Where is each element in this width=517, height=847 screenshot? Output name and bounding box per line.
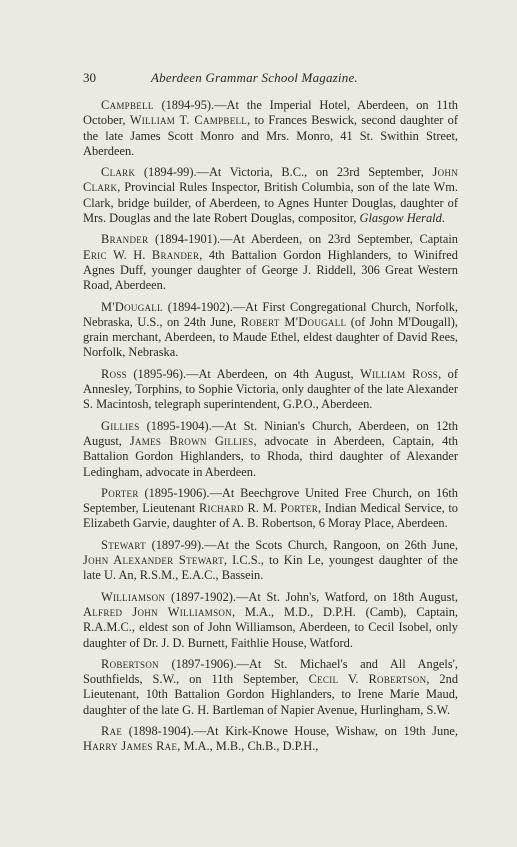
notice-text: W. H.	[106, 247, 152, 262]
name-smallcaps: Porter	[280, 501, 319, 516]
name-smallcaps: William Ross	[360, 366, 439, 381]
page-number: 30	[83, 70, 96, 85]
name-smallcaps: Robert M'Dougall	[240, 314, 347, 329]
notice-text: (1894-1901).—At Aberdeen, on 23rd September, Captain	[148, 232, 458, 247]
notice-text: (1898-1904).—At Kirk-Knowe House, Wishaw, on 19th June,	[122, 723, 458, 738]
name-smallcaps: James Brown Gillies	[129, 433, 254, 448]
marriage-notice-gillies	[83, 419, 458, 480]
name-smallcaps: John Clark	[83, 165, 458, 195]
notice-text: (1894-1902).—At First Congregational Church, Norfolk, Nebraska, U.S., on 24th June,	[83, 299, 458, 329]
name-smallcaps: Eric	[83, 247, 107, 262]
name-smallcaps: Stewart	[101, 537, 146, 552]
running-title: Aberdeen Grammar School Magazine.	[151, 70, 358, 85]
notice-text: , of Annesley, Torphins, to Sophie Victoria, only daughter of the late Alexander S. Macintosh, telegraph superintendent, G.P.O., Aberdeen.	[83, 366, 458, 412]
name-smallcaps: Robertson	[368, 672, 427, 687]
name-smallcaps: Richard	[198, 501, 244, 516]
marriage-notice-robertson	[83, 657, 458, 718]
marriage-notice-mdougall	[83, 300, 458, 361]
notice-text: (1894-99).—At Victoria, B.C., on 23rd September,	[135, 165, 433, 180]
notice-text: (1897-1902).—At St. John's, Watford, on 18th August,	[165, 589, 458, 604]
marriage-notice-ross	[83, 367, 458, 413]
name-smallcaps: Gillies	[101, 418, 140, 433]
name-smallcaps: Cecil	[308, 672, 339, 687]
notice-text: R. M.	[243, 501, 281, 516]
notice-text: , Provincial Rules Inspector, British Columbia, son of the late Wm. Clark, bridge builder, of Aberdeen, to Agnes Hunter Douglas, daughter of Mrs. Douglas and the late Robert Douglas, compositor,	[83, 180, 458, 226]
name-smallcaps: Porter	[101, 485, 139, 500]
marriage-notice-brander	[83, 232, 458, 293]
name-smallcaps: Rae	[101, 723, 123, 738]
italic-text: Glasgow Herald	[359, 211, 442, 226]
name-smallcaps: Williamson	[101, 589, 166, 604]
marriage-notice-porter	[83, 486, 458, 532]
notice-text: , to Frances Beswick, second daughter of the late James Scott Monro and Mrs. Monro, 41 St. Swithin Street, Aberdeen.	[83, 113, 459, 158]
name-smallcaps: M'Dougall	[101, 299, 163, 314]
notice-text: , Indian Medical Service, to Elizabeth Garvie, daughter of A. B. Robertson, 6 Moray Place, Aberdeen.	[83, 501, 458, 531]
name-smallcaps: Brander	[101, 232, 149, 247]
notice-text: , M.A., M.B., Ch.B., D.P.H.,	[177, 739, 319, 754]
notice-text: (1897-99).—At the Scots Church, Rangoon, on 26th June,	[145, 537, 458, 552]
name-smallcaps: Campbell	[101, 98, 154, 112]
name-smallcaps: Robertson	[101, 656, 159, 671]
name-smallcaps: Alfred John Williamson	[83, 604, 232, 619]
name-smallcaps: Brander	[151, 247, 200, 262]
name-smallcaps: William T. Campbell	[129, 113, 248, 128]
notice-text: (1894-95).—At the Imperial Hotel, Aberdeen, on 11th October,	[83, 98, 458, 128]
name-smallcaps: Clark	[101, 165, 136, 180]
name-smallcaps: Harry James Rae	[83, 739, 178, 754]
notice-text: , 2nd Lieutenant, 10th Battalion Gordon Highlanders, to Irene Marie Maud, daughter of the late G. H. Bartleman of Napier Avenue, Hurlingham, S.W.	[83, 672, 459, 717]
name-smallcaps: John Alexander Stewart	[83, 553, 224, 568]
marriage-notice-williamson	[83, 590, 458, 651]
notice-text: , advocate in Aberdeen, Captain, 4th Battalion Gordon Highlanders, to Rhoda, third daughter of Alexander Ledingham, advocate in Aberdeen.	[83, 433, 458, 479]
notice-text: (1895-1906).—At Beechgrove United Free Church, on 16th September, Lieutenant	[83, 485, 458, 516]
notice-text: (1895-1904).—At St. Ninian's Church, Aberdeen, on 12th August,	[83, 418, 458, 448]
notice-text: (1897-1906).—At St. Michael's and All Angels', Southfields, S.W., on 11th September,	[83, 656, 458, 687]
notice-text: V.	[338, 672, 369, 687]
marriage-notice-campbell	[83, 98, 458, 159]
name-smallcaps: Ross	[101, 366, 127, 381]
notice-text: .	[441, 211, 445, 226]
notice-text: , I.C.S., to Kin Le, youngest daughter of the late U. An, R.S.M., E.A.C., Bassein.	[83, 553, 458, 583]
notice-text: (of John M'Dougall), grain merchant, Aberdeen, to Maude Ethel, eldest daughter of David Rees, Norfolk, Nebraska.	[83, 314, 458, 360]
notice-text: (1895-96).—At Aberdeen, on 4th August,	[126, 366, 361, 381]
notice-text: , M.A., M.D., D.P.H. (Camb), Captain, R.A.M.C., eldest son of John Williamson, Aberdeen, to Cecil Isobel, only daughter of Dr. J. D. Burnett, Faithlie House, Watford.	[83, 604, 458, 650]
marriage-notice-clark	[83, 165, 458, 226]
notice-text: , 4th Battalion Gordon Highlanders, to Winifred Agnes Duff, younger daughter of George J. Riddell, 306 Great Western Road, Aberdeen.	[83, 247, 458, 293]
marriage-notice-stewart	[83, 538, 458, 584]
marriage-notices	[83, 98, 458, 761]
marriage-notice-rae	[83, 724, 458, 755]
